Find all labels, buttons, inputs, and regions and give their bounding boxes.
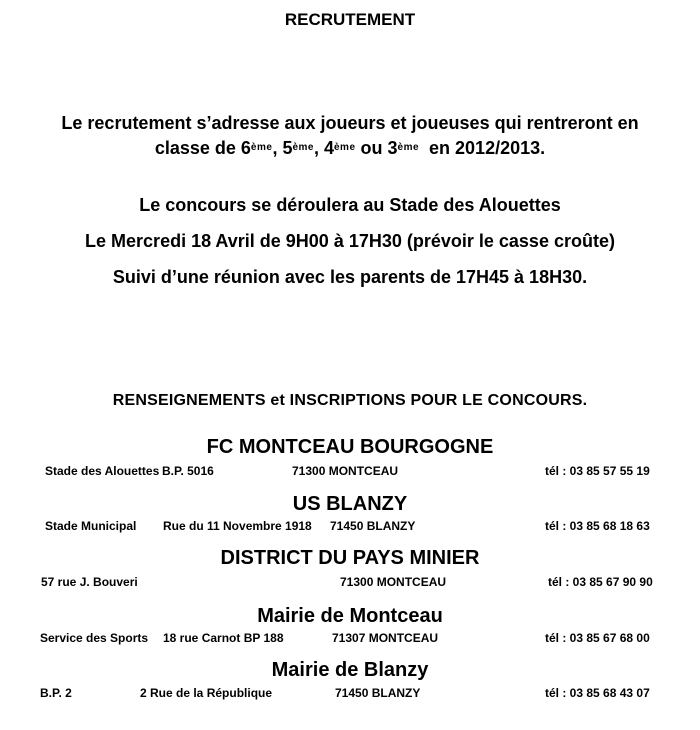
contact-place-cell: Stade des Alouettes xyxy=(45,464,160,478)
contact-city-cell: 71300 MONTCEAU xyxy=(292,464,399,478)
contact-phone-cell: tél : 03 85 68 43 07 xyxy=(545,686,650,700)
org-name-mairie-blanzy: Mairie de Blanzy xyxy=(271,659,429,681)
contact-city-cell: 71300 MONTCEAU xyxy=(340,575,447,589)
event-date-line: Le Mercredi 18 Avril de 9H00 à 17H30 (prévoir le casse croûte) xyxy=(85,231,615,251)
contact-phone-cell: tél : 03 85 67 68 00 xyxy=(545,631,650,645)
contact-row-fc-montceau xyxy=(0,464,700,480)
contact-address-cell: B.P. 5016 xyxy=(162,464,214,478)
contact-place-cell: Stade Municipal xyxy=(45,519,137,533)
contact-phone-cell: tél : 03 85 67 90 90 xyxy=(548,575,653,589)
org-name-fc-montceau: FC MONTCEAU BOURGOGNE xyxy=(206,436,494,458)
contact-place-cell: B.P. 2 xyxy=(40,686,72,700)
contact-row-mairie-montceau xyxy=(0,631,700,647)
intro-line-1: Le recrutement s’adresse aux joueurs et joueuses qui rentreront en xyxy=(61,113,639,133)
intro-line-2: classe de 6ème, 5ème, 4ème ou 3ème en 2012/2013. xyxy=(154,138,546,158)
contact-place-cell: Service des Sports xyxy=(40,631,149,645)
contact-address-cell: 18 rue Carnot BP 188 xyxy=(163,631,284,645)
contact-address-cell: 2 Rue de la République xyxy=(140,686,273,700)
org-name-us-blanzy: US BLANZY xyxy=(292,493,408,515)
contact-phone-cell: tél : 03 85 68 18 63 xyxy=(545,519,650,533)
section-heading: RENSEIGNEMENTS et INSCRIPTIONS POUR LE CONCOURS. xyxy=(112,392,588,409)
contact-place-cell: 57 rue J. Bouveri xyxy=(41,575,138,589)
event-location-line: Le concours se déroulera au Stade des Alouettes xyxy=(139,195,561,215)
contact-city-cell: 71450 BLANZY xyxy=(335,686,421,700)
contact-phone-cell: tél : 03 85 57 55 19 xyxy=(545,464,650,478)
contact-row-mairie-blanzy xyxy=(0,686,700,702)
event-meeting-line: Suivi d’une réunion avec les parents de 17H45 à 18H30. xyxy=(112,267,588,287)
contact-address-cell: Rue du 11 Novembre 1918 xyxy=(163,519,312,533)
contact-city-cell: 71307 MONTCEAU xyxy=(332,631,439,645)
contact-city-cell: 71450 BLANZY xyxy=(330,519,416,533)
contact-row-district xyxy=(0,575,700,591)
org-name-district: DISTRICT DU PAYS MINIER xyxy=(220,547,480,569)
page-title: RECRUTEMENT xyxy=(284,10,416,29)
org-name-mairie-montceau: Mairie de Montceau xyxy=(257,605,443,627)
contact-row-us-blanzy xyxy=(0,519,700,535)
